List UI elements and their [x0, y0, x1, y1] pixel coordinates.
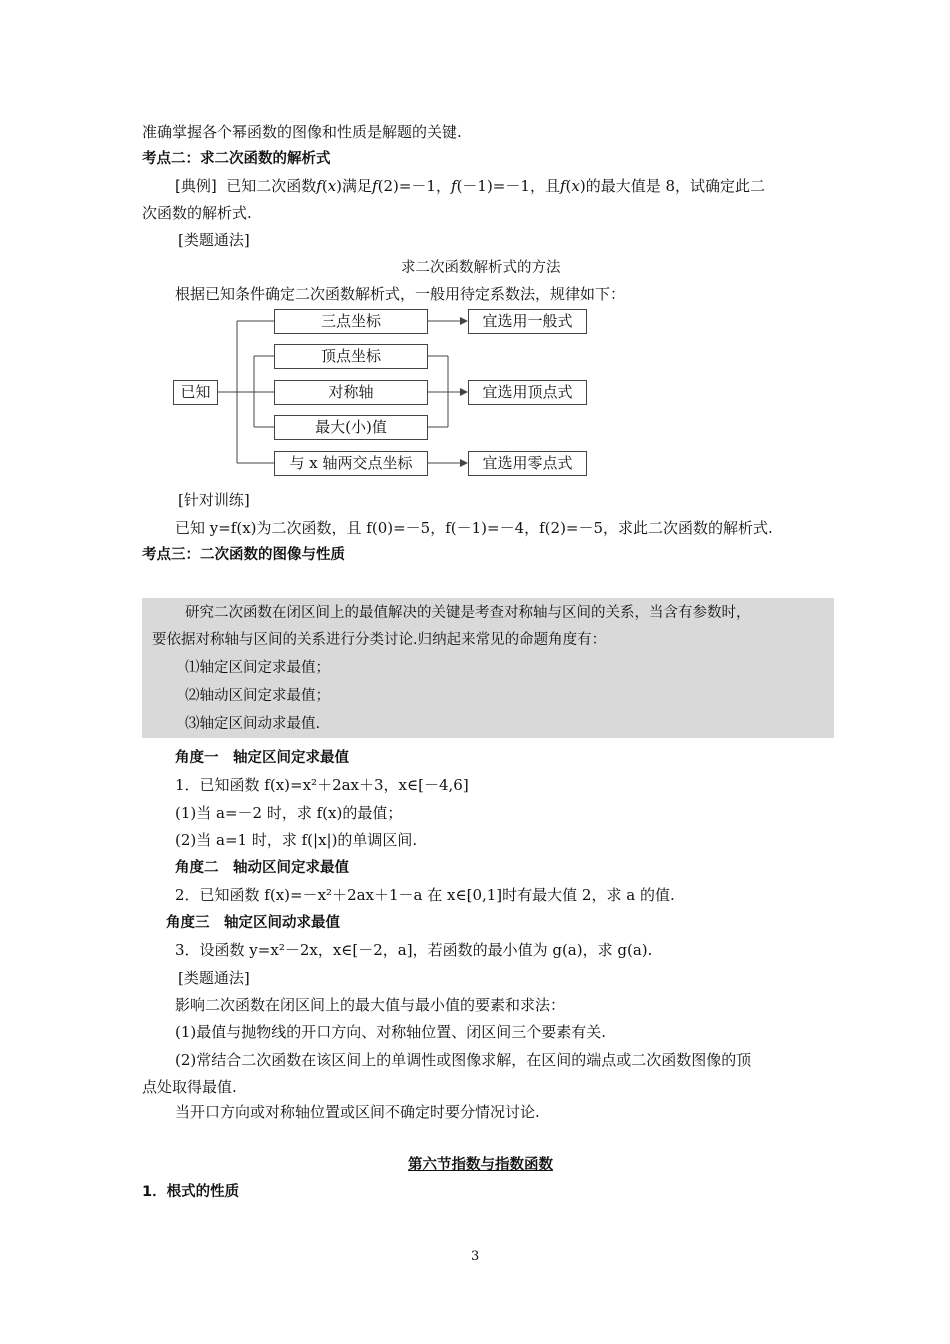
example-line-2: 次函数的解析式.: [142, 204, 252, 222]
example-text: 已知二次函数: [226, 177, 317, 195]
practice-text: 已知 y=f(x)为二次函数，且 f(0)=－5，f(－1)=－4，f(2)=－5，求此二次函数的解析式.: [175, 519, 773, 537]
diagram-condition: 顶点坐标: [274, 344, 428, 369]
section6-title: 第六节指数与指数函数: [408, 1157, 553, 1173]
summary-line: 研究二次函数在闭区间上的最值解决的关键是考查对称轴与区间的关系，当含有参数时，: [185, 605, 751, 621]
method2-line: (1)最值与抛物线的开口方向、对称轴位置、闭区间三个要素有关.: [175, 1023, 607, 1041]
method2-line: 当开口方向或对称轴位置或区间不确定时要分情况讨论.: [175, 1103, 540, 1121]
diagram-result: 宜选用顶点式: [468, 380, 587, 405]
question-1: 1．已知函数 f(x)=x²＋2ax＋3，x∈[－4,6]: [175, 776, 469, 794]
page-number: 3: [471, 1249, 480, 1264]
example-text: 满足: [342, 177, 373, 195]
diagram-condition: 对称轴: [274, 380, 428, 405]
diagram-result: 宜选用一般式: [468, 309, 587, 334]
example-text: ，且: [529, 177, 560, 195]
method2-line: 点处取得最值.: [142, 1078, 237, 1096]
practice-label: [针对训练]: [178, 491, 250, 509]
question-2: 2．已知函数 f(x)=－x²＋2ax＋1－a 在 x∈[0,1]时有最大值 2，求 a 的值.: [175, 886, 675, 904]
question-1-part-2: (2)当 a=1 时，求 f(|x|)的单调区间.: [175, 831, 418, 849]
summary-item: ⑴轴定区间定求最值；: [185, 660, 330, 676]
kaodian2-heading: 考点二：求二次函数的解析式: [142, 151, 331, 167]
method-label: [类题通法]: [178, 231, 250, 249]
method-intro: 根据已知条件确定二次函数解析式，一般用待定系数法，规律如下：: [175, 285, 626, 303]
angle3-title: 角度三 轴定区间动求最值: [166, 915, 340, 931]
diagram-condition: 三点坐标: [274, 309, 428, 334]
summary-line: 要依据对称轴与区间的关系进行分类讨论.归纳起来常见的命题角度有：: [152, 632, 607, 648]
section6-item: 1．根式的性质: [142, 1184, 240, 1200]
angle1-title: 角度一 轴定区间定求最值: [175, 750, 349, 766]
kaodian3-heading: 考点三：二次函数的图像与性质: [142, 547, 345, 563]
summary-item: ⑵轴动区间定求最值；: [185, 688, 330, 704]
method2-line: 影响二次函数在闭区间上的最大值与最小值的要素和求法：: [175, 996, 566, 1014]
example-line-1: [典例] 已知二次函数f(x)满足f(2)=－1，f(－1)=－1，且f(x)的最大值是 8，试确定此二: [175, 177, 766, 195]
diagram-condition: 与 x 轴两交点坐标: [274, 451, 428, 476]
method2-label: [类题通法]: [178, 969, 250, 987]
angle2-title: 角度二 轴动区间定求最值: [175, 860, 349, 876]
example-text: ，: [435, 177, 451, 195]
summary-item: ⑶轴定区间动求最值.: [185, 716, 321, 732]
question-3: 3．设函数 y=x²－2x，x∈[－2，a]，若函数的最小值为 g(a)，求 g(a).: [175, 941, 653, 959]
diagram-condition: 最大(小)值: [274, 415, 428, 440]
diagram-known: 已知: [173, 380, 218, 405]
method2-line: (2)常结合二次函数在该区间上的单调性或图像求解，在区间的端点或二次函数图像的顶: [175, 1051, 752, 1069]
question-1-part-1: (1)当 a=－2 时，求 f(x)的最值；: [175, 804, 403, 822]
diagram-result: 宜选用零点式: [468, 451, 587, 476]
summary-box: [142, 598, 834, 738]
method-title: 求二次函数解析式的方法: [401, 260, 561, 276]
example-label: [典例]: [175, 177, 217, 195]
intro-line: 准确掌握各个幂函数的图像和性质是解题的关键.: [142, 123, 462, 141]
example-text: 的最大值是 8，试确定此二: [585, 177, 766, 195]
